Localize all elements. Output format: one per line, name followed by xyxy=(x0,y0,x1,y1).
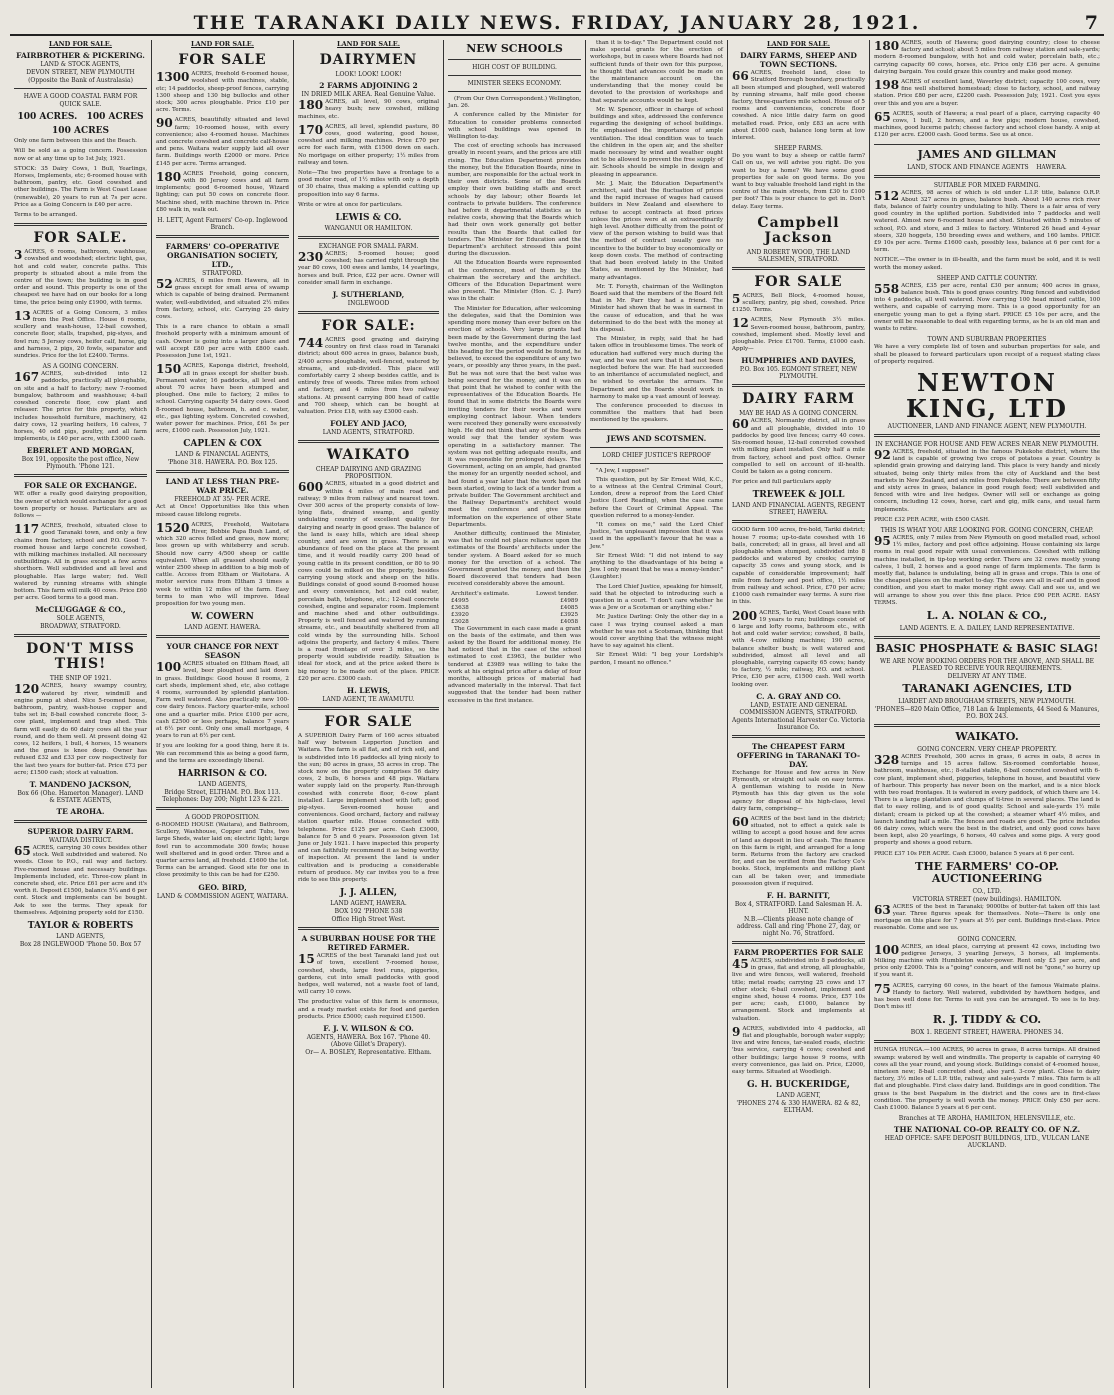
ad-body: 180 ACRES, south of Hawera; good dairying country; close to cheese factory and school; about 5 miles from railway station and sale-yards; modern 8-roomed bungalow, with hot and cold water, porcelain bath, etc.; carrying capacity 60 cows, horses, etc. Price only £36 per acre. A genuine dairying bargain. You could graze this country and make good money. 198 ACRES of excellent land, Waverley district; capacity 100 cows, very fine well sheltered homestead; close to factory, school, and railway station. Price £80 per acre, £2200 cash. Possession July, 1921. Cost you eyes over this and you are a buyer. 65 ACRES, south of Hawera; a real pearl of a place, carrying capacity 40 cows, 1 bull, 2 horses, and a few pigs; modern house, cowshed, machines, good lucerne patch; cheese factory and school close handy. A snip at £120 per acre. £2000 cash. Good terms. See us at once. xyxy=(874,40,1100,139)
divider xyxy=(874,724,1100,727)
ad-body: 744 ACRES good grazing and dairying country on first class road in Taranaki district; about 600 acres in grass, balance bush, 2/400 acres ploughable, well-fenced, watered by streams, and sub-divided. This place will comfortably carry 2 sheep besides cattle, and is entirely free of weeds. Three miles from school and factory, and 4 miles from two railway stations. At present carrying 800 head of cattle and 700 sheep, which can be bought at valuation. Price £18, with say £3000 cash. xyxy=(298,336,439,416)
divider xyxy=(732,384,865,387)
ad-title: BASIC PHOSPHATE & BASIC SLAG! xyxy=(875,641,1099,655)
divider xyxy=(590,447,723,448)
agent-name: FAIRBROTHER & PICKERING. xyxy=(16,51,145,61)
table-header: Lowest tender. xyxy=(536,590,578,597)
ad-body: 95 ACRES, only 7 miles from New Plymouth on good metalled road, school 1½ miles, factory and post office adjoining. House containing six large rooms in real good repair with usual conveniences. Cowshed with milking machine installed, in tip-top working order. There are 32 cows mostly young calves, 1 bull, 2 horses and a good range of farm implements. The farm is mostly flat, balance is undulating, being all in grass and crops. This is one of the cheapest places on the market to-day. The cows are all in-calf and in good condition, and you start to make money right away. Call and see us, and we will arrange to show you over this fine place. Price £90 PER ACRE. EASY TERMS. xyxy=(874,533,1100,606)
agent-address: P.O. Box 105. EGMONT STREET, NEW PLYMOUTH. xyxy=(739,366,858,381)
ad-body: 512 ACRES, 98 acres of which is old under L.I.P. title, balance O.R.P. About 327 acres in grass, balance bush. About 140 acres rich river flats, balance of fairly country undulating to hilly. There is a fair area of very good country in the uplifted portion. Subdivided into 7 paddocks and well watered. Almost new 6-roomed house and shed. Situated within 5 minutes of school, P.O. and store, and 3 miles to factory. Wintered 26 head and 4-year steers, 320 hoggets, 150 breeding ewes and wethers, and 160 lambs. PRICE £9 10s per acre. Terms £1600 cash, possibly less, balance at 6 per cent for a term. NOTICE.—The owner is in ill-health, and the farm must be sold, and it is well worth the money asked. xyxy=(874,188,1100,271)
acreage-line: 100 ACRES xyxy=(52,126,109,137)
agent-name: L. A. NOLAN & CO., xyxy=(926,608,1048,622)
ad-title: WAIKATO xyxy=(326,447,411,464)
ad-title: FOR SALE xyxy=(754,273,843,290)
divider xyxy=(14,223,147,226)
divider xyxy=(732,735,865,738)
divider xyxy=(156,470,289,473)
ad-body: 3 ACRES, 6 rooms, bathroom, washhouse, cowshed and woodshed; electric light, gas, hot and cold water, concrete paths. This property is situated about a mile from the centre of the town; the building is in good order and sound. This property is one of the cheapest we have had on our books for a long time, the price being only £1900, with terms. 13 ACRES of a Going Concern, 3 miles from the Post Office. House 6 rooms, scullery and wash-house, 12-bail cowshed, concrete floor, stalls, trapshed, pig-styes, and fowl run; 5 Jersey cows, heifer calf, horse, gig and harness, 2 pigs, 20 fowls, separator and sundries. Price for the lot £2400. Terms. xyxy=(14,248,147,360)
table-row: £3638 £4085 xyxy=(451,604,578,611)
agent-address: HEAD OFFICE: SAFE DEPOSIT BUILDINGS, LTD., VULCAN LANE AUCKLAND. xyxy=(884,1135,1090,1150)
ad-subheading: SUITABLE FOR MIXED FARMING. xyxy=(933,181,1041,189)
agent-note: (Opposite the Bank of Australasia) xyxy=(28,77,133,85)
ad-body: 100 ACRES situated on Eltham Road, all level, beer ploughed and laid down in grass. Buildings: Good house 8 rooms, 2 cart sheds, implement shed, etc, also cottage 4 rooms, surrounded by splendid plantation. Farm well watered. Also practically new 100-cow dairy fences. Factory quarter-mile, school one and a quarter mile. Price £100 per acre, cash £2500 or less perhaps, balance 7 years at 6½ per cent. Only one small mortgage, 4 years to run at 6½ per cent. If you are looking for a good thing, here it is. We can recommend this as being a good farm, and the terms are exceedingly liberal. xyxy=(156,660,289,764)
ad-title: FOR SALE: xyxy=(321,318,416,335)
ad-title: DON'T MISS THIS! xyxy=(26,641,135,673)
column-6 xyxy=(728,40,870,1388)
divider xyxy=(732,941,865,944)
ad-title: FOR SALE OR EXCHANGE. xyxy=(24,481,137,491)
agent-name: TARANAKI AGENCIES, LTD xyxy=(902,681,1072,695)
ad-body: A SUPERIOR Dairy Farm of 160 acres situated half way between Lepperton Junction and Waitara. The farm is all flat, and of rich soil, and is subdivided into 16 paddocks all lying nicely to the sun; 80 acres in grass, 55 acres in crop. The stock now on the property comprises 56 dairy cows, 2 bulls, 6 horses and 48 pigs. Waitara water supply laid on the property. Run-through cowshed with concrete floor, 6-cow plant installed. Large implement shed with loft; good pig-styes. Seven-roomed house and conveniences. Good orchard, factory and railway station quarter mile. House connected with telephone. Price £125 per acre. Cash £3000, balance for 5 and 6 years. Possession given 1st June or July 1921. I have inspected this property and can faithfully recommend it as being worthy of inspection. At present the land is under cultivation and is producing a considerable return of produce. My car invites you to a free ride to see this property. xyxy=(298,732,439,884)
agent-address: LAND AND FINANCIAL AGENTS, REGENT STREET, HAWERA. xyxy=(732,502,865,517)
agent-address: LAND AGENT, TE AWAMUTU. xyxy=(322,695,415,703)
ad-title: DAIRY FARM xyxy=(742,391,855,408)
agent-address: 'PHONES 274 & 330 HAWERA. 82 & 82, ELTHAM. xyxy=(736,1100,861,1115)
ad-subheading: CHEAP DAIRYING AND GRAZING PROPOSITION. xyxy=(315,466,422,481)
agent-name: CAPLEN & COX xyxy=(183,439,262,450)
agent-address: DEVON STREET, NEW PLYMOUTH xyxy=(26,69,135,77)
divider xyxy=(874,434,1100,437)
divider xyxy=(448,75,581,76)
ad-body: HUNGA HUNGA.—100 ACRES, 90 acres in grass, 8 acres turnips. All drained swamp: watered by well and windmills. The property is capable of carrying 40 cows all the year round, and young stock. Buildings consist of 4-roomed house, nineteen new; 8-bail concreted shed, also yard. 3-cow plant. Close to dairy factory, 3½ miles of L.I.P. title, railway and sale-yards 7 miles. This farm is all flat and ploughable. First class dairy land. Buildings are in good condition. The grass is the best Paspalum in the district and the cows are in first-class condition. The property is well worth the money. PRICE Only £50 per acre. Cash £1000. Balance 5 years at 6 per cent. xyxy=(874,1047,1100,1112)
ad-title: FOR SALE xyxy=(324,713,413,730)
divider xyxy=(874,175,1100,178)
ad-body: 92 ACRES, freehold, situated in the famous Pukekohe district, where the land is capable of growing two crops of potatoes a year. Country is splendid grain growing and dairying land. This place is very handy and nicely situated, being only thirty miles from the city of Auckland and the best markets in New Zealand, and six miles from Pukekohe. There are between fifty and sixty acres in grass, balance in good rough feed; well subdivided and fenced with wire and live hedges. Owner will sell or exchange as going concern, including 12 cows, horse, cart and gig, milk cans, and usual farm implements. PRICE £32 PER ACRE, with £500 CASH. xyxy=(874,447,1100,523)
ad-body: 120 ACRES, heavy swampy country, watered by river, windmill and engine pump at shed. Nice 5-roomed house, bathroom, pantry, wash-house copper and tubs set in; 8-bail cowshed concrete floor, 3-cow plant, implement and trap shed. This farm will easily do 60 dairy cows all the year round, and do them well. At present doing 42 cows, 12 heifers, 1 bull, 4 horses, 15 weaners and the grass is knee deep. Owner has refused £32 and £33 per cow respectively for the last two years for butter-fat. Price £73 per acre; £1500 cash; stock at valuation. xyxy=(14,682,147,776)
agent-name: THE FARMERS' CO-OP. AUCTIONEERING xyxy=(915,859,1059,885)
agent-address: Box 66 (Ohe. Hamerton Manager). LAND & ESTATE AGENTS, xyxy=(17,790,144,804)
agent-name: HARRISON & CO. xyxy=(177,769,268,780)
ad-body: Only one farm between this and the Beach. Will be sold as a going concern. Possession now or at any time up to 1st July, 1921. STOCK: 35 Dairy Cows, 1 Bull, Yearlings, Horses, Implements, etc; 6-roomed house with bathroom, pantry, etc. Good cowshed and other buildings. The Farm is West Coast Lease (renewable), 20 years to run at 7s per acre. Price as a Going Concern is £40 per acre. Terms to be arranged. xyxy=(14,138,147,219)
ad-body: 1300 ACRES, freehold 6-roomed house, woolshed with machines, stable, etc; 14 paddocks, sheep-proof fences, carrying 1300 sheep and 130 big bullocks and other stock; 300 acres ploughable. Price £10 per acre. Terms. 90 ACRES, beautifully situated and level farm; 10-roomed house, with every convenience; also 4-roomed house. Machines and concrete cowshed and concrete calf-house and pens. Waitara water supply laid all over farm. Buildings worth £2000 or more. Price £145 per acre. Terms arranged. 180 ACRES Freehold, going concern, with 80 Jersey cows and all farm implements; good 6-roomed house, Wizard lighting; can put 50 cows on concrete floor. Machine shed, with machine thrown in. Price £80 walk in, walk out. xyxy=(156,70,289,213)
column-5 xyxy=(586,40,728,1388)
agent-address: Bridge Street, ELTHAM. P.O. Box 113. Telephones: Day 200; Night 123 & 221. xyxy=(162,789,283,804)
ad-subheading: A GOOD PROPOSITION. xyxy=(185,814,260,822)
column-heading: LAND FOR SALE. xyxy=(337,40,400,48)
agent-note: N.B.—Clients please note change of address. Call and ring 'Phone 27, day, or night No. 76, Stratford. xyxy=(736,916,861,938)
ad-title: YOUR CHANCE FOR NEXT SEASON xyxy=(166,642,279,661)
agent-name: T. MANDENO JACKSON, xyxy=(29,780,132,789)
ad-body: 180 ACRES, all level, 90 cows, original heavy bush; new cowshed, milking machines, etc. 170 ACRES, all level, splendid pasture, 80 cows, good watering, good house, cowshed and milking machines. Price £70 per acre for each farm, with £1500 down on each. No mortgage on either property; 1½ miles from railway and town. Note—The two properties have a frontage to a good motor road, of 1½ miles with only a depth of 30 chains, thus making a splendid cutting up proposition into say 6 farms. Write or wire at once for particulars. xyxy=(298,98,439,208)
divider xyxy=(448,59,581,60)
divider xyxy=(298,927,439,930)
agent-name: H. LEWIS, xyxy=(347,685,390,695)
ad-body: 5 ACRES, Bell Block, 4-roomed house, scullery, pantry, pig shed, cowshed. Price £1250. Terms. 12 ACRES, New Plymouth 3½ miles. Seven-roomed house, bathroom, pantry, cowshed, implement shed. Mostly level and ploughable. Price £1700. Terms, £1000 cash. Apply— xyxy=(732,291,865,353)
column-2 xyxy=(152,40,294,1388)
agent-address: LAND AGENTS, STRATFORD. xyxy=(322,429,415,437)
agent-address: Box 28 INGLEWOOD 'Phone 50. Box 57 xyxy=(19,941,142,949)
estimate-table xyxy=(448,591,581,626)
divider xyxy=(14,474,147,477)
agent-phone: BOX 192 'PHONE 538 xyxy=(334,908,403,916)
divider xyxy=(156,235,289,238)
agent-office: Office High Street West. xyxy=(331,916,406,924)
ad-subheading: SHEEP FARMS. xyxy=(774,145,823,153)
agent-subtitle: LAND AGENTS, xyxy=(56,933,105,941)
divider xyxy=(14,820,147,823)
ad-headline: QUICK SALE. xyxy=(59,101,102,109)
article-body: than it is to-day." The Department could not make special grants for the erection of workshops, but in cases where Boards had not sufficient funds of their own for this purpose, he thought that advances could be made on the maintenance account on the understanding that the money could be devoted to the provision of workshops and that separate accounts would be kept. Mr. W. Spencer, officer in charge of school buildings and sites, addressed the conference regarding the designing of school buildings. He emphasised the importance of ample ventilation. The ideal condition was to teach the children in the open air, and the shelter made necessary by wind and weather ought not to be allowed to prevent the free supply of air. Schools should be simple in design and pleasing in appearance. Mr. J. Mair, the Education Department's architect, said that the fluctuation of prices and the rapid increase of wages had caused builders in New Zealand and elsewhere to refuse to accept contracts at fixed prices unless the prices were at an extraordinarily high level. Another difficulty from the point of view of the person wishing to build was that the method of contract usually gave no incentive to the builder to buy economically or keep down costs. The method of contracting that had been evolved lately in the United States, as mentioned by the Minister, had many advantages. Mr. T. Forsyth, chairman of the Wellington Board said that the members of the Board felt that in Mr. Parr they had a friend. The Minister had shown that he was in earnest in the cause of education, and that he was determined to do the best with the money at his disposal. The Minister, in reply, said that he had taken office in troublesome times. The work of education had suffered very much during the war, and he was not sure that it had not been neglected before the war. He had succeeded to an inheritance of accumulated neglect, and he wished to overtake the arrears. The Department and the Boards should work in harmony to make up a vast amount of leeway. The conference proceeded to discuss in committee the matters that had been mentioned by the speakers. xyxy=(590,40,723,424)
agent-name: C. A. GRAY AND CO. xyxy=(756,691,841,701)
ad-body: We have a very complete list of town and suburban properties for sale, and shall be pleased to forward particulars upon receipt of a request stating class of property required. xyxy=(874,344,1100,365)
ad-body: 66 ACRES, freehold land, close to Stratford Borough boundary, practically all been stumped and ploughed, well watered by running streams, half mile good cheese factory, three-quarters mile school. House of 5 rooms and conveniences, concrete floor cowshed. A nice little dairy farm on good metalled road. Price, only £83 an acre with about £1000 cash, balance long term at low interest. xyxy=(732,69,865,142)
agent-name: LEWIS & CO. xyxy=(335,213,402,224)
table-header: Architect's estimate. xyxy=(451,590,510,597)
agent-address: Box 4, STRATFORD. Land Salesman H. A. HUNT. xyxy=(734,901,863,916)
ad-body: 45 ACRES, subdivided into 8 paddocks, all in grass, flat and strong, all ploughable, live and wire fences, well watered, freehold title; metal roads; carrying 25 cows and 17 other stock; 6-bail cowshed, implement and engine shed, house 4 rooms. Price, £57 10s per acre; cash, £1000, balance by arrangement. Stock and implements at valuation. 9 ACRES, subdivided into 4 paddocks, all flat and ploughable, borough water supply; live and wire fences, tar-sealed roads, electric 'bus service, carrying 4 cows; cowshed and other buildings; large house 9 rooms, with every convenience, gas laid on. Price, £2000, easy terms. Situated at Woodleigh. xyxy=(732,957,865,1076)
agent-name: J. J. ALLEN, xyxy=(340,888,397,899)
agent-address: VICTORIA STREET (new buildings). HAMILTON. xyxy=(912,895,1062,903)
ad-body: 6-ROOMED HOUSE (Waitara), and Bathroom, Scullery, Washhouse, Copper and Tubs, two large Sheds, water laid on; electric light; large fowl run to accommodate 300 fowls; house well sheltered and in good order. Three and a quarter acres land, all freehold. £1600 the lot. Terms can be arranged. Good site for one in close proximity to this can be had for £250. xyxy=(156,822,289,879)
ad-body: 558 ACRES, £35 per acre, rental £30 per annum; 400 acres in grass, balance bush. This is good grass country. Ring fenced and subdivided into 4 paddocks, all well watered. Now carrying 100 head mixed cattle, 100 wethers, and capable of carrying more. This is a good opportunity for an energetic young man to get a flying start. PRICE £5 10s per acre, and the owner will be reasonable to deal with regarding terms, as he is an old man and wants to retire. xyxy=(874,281,1100,333)
ad-subheading: DELIVERY AT ANY TIME. xyxy=(947,672,1027,680)
acreage-line: 100 ACRES. 100 ACRES xyxy=(17,112,144,123)
ad-body: GOOD farm 100 acres, fre-hold, Tariki district; house 7 rooms; up-to-date cowshed with 16 bails, concreted; all in grass, all level and all ploughable when stumped, subdivided into 8 paddocks and watered by creeks; carrying capacity 35 cows and young stock, and is capable of considerable improvement; half mile from factory and post office, 1½ miles from railway and school. Price, £70 per acre; £1000 cash remainder easy terms. A sure rise in this. 200 ACRES, Tariki, West Coast lease with 19 years to run; buildings consist of 6 large and lofty rooms, bathroom etc., with hot and cold water service; cowshed, 8 bails, with 4-cow milking machine; 190 acres, balance shelter bush; is well watered and subdivided, almost all level and all ploughable, carrying capacity 65 cows; handy to factory, ½ mile; railway, P.O. and school. Price, £30 per acre, £1500 cash. Well worth looking over. xyxy=(732,527,865,688)
divider xyxy=(298,440,439,443)
masthead xyxy=(10,12,1104,36)
agent-name: F. J. V. WILSON & CO. xyxy=(323,1024,414,1034)
table-row: £4995 £4989 xyxy=(451,597,578,604)
ad-subheading: TOWN AND SUBURBAN PROPERTIES xyxy=(927,336,1047,344)
article-subtitle: HIGH COST OF BUILDING. xyxy=(472,64,557,71)
ad-subheading: THE SNIP OF 1921. xyxy=(49,675,112,683)
column-3 xyxy=(294,40,444,1388)
divider xyxy=(448,91,581,92)
ad-body: 15 ACRES of the best Taranaki land just out of town, excellent 7-roomed house, cowshed, sheds, large fowl runs, piggeries, gardens, cut into small paddocks with good hedges, well watered, not a waste foot of land, will carry 10 cows. The productive value of this farm is enormous, and a ready market exists for food and garden products. Price £5000; cash required £1500. xyxy=(298,952,439,1020)
column-7 xyxy=(870,40,1104,1388)
ad-body: Do you want to buy a sheep or cattle farm? Call on us, we will advise you right. Do you want to buy a home? We have some good properties for sale on good terms. Do you want to buy valuable freehold land right in the centre of the main streets, from £30 to £100 per foot? This is your chance to get in. Don't delay. Easy terms. xyxy=(732,153,865,210)
ad-subheading: LOOK! LOOK! LOOK! xyxy=(335,71,402,79)
agent-note: Agents International Harvester Co. Victoria Insurance Co. xyxy=(732,716,865,731)
divider xyxy=(590,463,723,464)
column-4 xyxy=(444,40,586,1388)
ad-body: 167 ACRES, sub-divided into 12 paddocks, practically all ploughable, on site and a half to factory; new 7-roomed bungalow, bathroom and washhouse; 4-bail cowshed concrete floor, cow plant and releaser. The price for this property, which includes household furniture, machinery, 42 dairy cows, 12 yearling heifers, 16 calves, 7 horses, 40 odd pigs, poultry, and all farm implements, is £40 per acre, with £3000 cash. xyxy=(14,370,147,443)
agent-name: F. H. BARNITT, xyxy=(766,891,831,901)
agent-subtitle: SOLE AGENTS, xyxy=(56,615,105,623)
ad-body: 100 ACRES, an ideal place, carrying at present 42 cows, including two pedigree Jerseys, 3 yearling Jerseys, 3 horses, all implements. Milking machine with Humbleton water-power. Rent only £3 per acre, and price only £2000. This is a "going" concern, and will not be "gone," so hurry up if you want it. 75 ACRES, carrying 60 cows, in the heart of the famous Waimate plains. Handy to factory. Well watered, subdivided by hawthorn hedges, and has been well done for. Terms to suit you can be arranged. To see is to buy. Don't miss it! xyxy=(874,942,1100,1011)
page-number: 7 xyxy=(1084,12,1098,34)
ad-subheading: AS A GOING CONCERN. xyxy=(42,363,119,371)
divider xyxy=(14,88,147,89)
ad-subheading: IN DRIED MILK AREA. Real Genuine Value. xyxy=(301,91,436,99)
ad-body: WE offer a really good dairying proposition, the owner of which would exchange for a good town property or house. Particulars are as follows — 117 ACRES, freehold, situated close to good Taranaki town, and only a few chains from factory, school and P.O. Good 7-roomed house and large concrete cowshed, with milking machines installed. All necessary outbuildings. All in grass except a few acres shorthorn. Well subdivided and all level and ploughable. Has large water; fed. Well watered by running streams with shingle bottom. This farm will milk 40 cows. Price £60 per acre. Good terms to a good man. xyxy=(14,491,147,602)
agent-address: 'Phone 318. HAWERA. P.O. Box 125. xyxy=(167,459,278,467)
agent-address: WANGANUI OR HAMILTON. xyxy=(324,225,413,233)
ad-subheading: EXCHANGE FOR SMALL FARM. xyxy=(318,243,419,251)
ad-subheading: SHEEP AND CATTLE COUNTRY. xyxy=(936,274,1038,282)
agent-address: AGENTS, HAWERA. Box 167. 'Phone 40. (Above Gillet's Drapery). xyxy=(306,1034,431,1049)
agent-subtitle: CO., LTD. xyxy=(972,887,1002,895)
divider xyxy=(874,144,1100,145)
divider xyxy=(874,636,1100,639)
divider xyxy=(14,634,147,637)
column-heading: LAND FOR SALE. xyxy=(49,40,112,48)
agent-name: HUMPHRIES AND DAVIES, xyxy=(741,356,856,366)
agent-name: FARMERS' CO-OPERATIVE ORGANISATION SOCIETY, LTD., xyxy=(165,242,280,270)
column-heading: LAND FOR SALE. xyxy=(767,40,830,48)
column-1 xyxy=(10,40,152,1388)
ad-title: DAIRY FARMS, SHEEP AND TOWN SECTIONS. xyxy=(740,51,857,70)
agent-subtitle: LAND AGENTS. E. A. DAILEY, LAND REPRESENTATIVE. xyxy=(899,624,1075,632)
article-title: NEW SCHOOLS xyxy=(466,42,563,55)
ad-subheading: GOING CONCERN. xyxy=(957,935,1017,943)
agent-address: LAND AGENT, HAWERA. xyxy=(330,900,407,908)
agent-name: J. SUTHERLAND, xyxy=(332,290,405,300)
ad-title: The CHEAPEST FARM OFFERING in TARANAKI TO-DAY. xyxy=(736,741,861,769)
agent-subtitle: LAND & FINANCIAL AGENTS, xyxy=(175,451,270,459)
divider xyxy=(590,429,723,430)
columns xyxy=(10,40,1104,1388)
article-subtitle: MINISTER SEEKS ECONOMY. xyxy=(467,80,562,87)
agent-address: H. LETT, Agent Farmers' Co-op. Inglewood Branch. xyxy=(157,217,288,232)
article-title: JEWS AND SCOTSMEN. xyxy=(606,433,707,443)
ad-title: LAND AT LESS THAN PRE-WAR PRICE. xyxy=(165,477,280,496)
article-body: (From Our Own Correspondent.) Wellington, Jan. 26. A conference called by the Minister for Education to consider problems connected with school buildings was opened in Wellington to-day. The cost of erecting schools has increased greatly in recent years, and the prices are still rising. The Education Department provides the money, but the Education Boards, nine in number, are responsible for the actual work in their own districts. Some of the Boards employ their own building staffs and erect schools by day labour; other Boards let contracts to private builders. The conference had before it departmental statistics as to relative costs, showing that the Boards which had their own work generally got better results than the Boards that called for tenders. The Minister for Education and the Department's architect stressed this point during the discussion. All the Education Boards were represented at the conference, most of them by the chairman the secretary and the architect. Officers of the Education Department were also present. The Minister (Hon. C. J. Parr) was in the chair. The Minister for Education, after welcoming the delegates, said that the Dominion was spending more money than ever before on the erection of schools. Very large grants had been made by the Government during the last twelve months, and the expenditure under this heading for the period would be found, he believed, to exceed the expenditure of any two years, or possibly any three years, in the past. But he was not sure that the best value was being secured for the money, and it was on that point that he wished to confer with the representatives of the Education Boards. He found that in some districts the Boards were inviting tenders for their works and were employing contract labour. When tenders were received they generally were excessively high. He did not think that any of the Boards would say that the tender system was operating in a satisfactory manner. The system was not getting adequate results, and it was responsible for prolonged delays. The Government, acting on an ample, had granted the money for an urgently needed school, and had found a year later that the work had not been started, owing to lack of a tender from a private builder. The Government architect and the Railway Department's architect would meet the conference and give some information on the experience of other State Departments. Another difficulty, continued the Minister, was that he could not place reliance upon the estimates of the Boards' architects under the tender system. A Board asked for so much money for the erection of a school. The Government granted the money, and then the Board discovered that tenders had been received considerably above the amount. xyxy=(448,96,581,588)
ad-body: 60 ACRES, Normanby district, all in grass and all ploughable, divided into 10 paddocks by good live fences; carry 40 cows. Six-roomed house, 12-bail concreted cowshed with milking plant installed. Only half a mile from factory, school and post office. Owner compelled to sell on account of ill-health. Could be taken as a going concern. For price and full particulars apply xyxy=(732,417,865,486)
column-heading: LAND FOR SALE. xyxy=(191,40,254,48)
agent-subtitle: AUCTIONEER, LAND AND FINANCE AGENT, NEW PLYMOUTH. xyxy=(887,422,1087,430)
divider xyxy=(156,635,289,638)
ad-body: 230 ACRES; 5-roomed house; good cowshed; has carried right through the year 80 cows, 100 ewes and lambs, 14 yearlings, horses and bull. Price, £22 per acre. Owner will consider small farm in exchange. xyxy=(298,250,439,286)
ad-body: 600 ACRES, situated in a good district and within 4 miles of main road and railway; 9 miles from railway and nearest town. Over 300 acres of the property consists of low-lying flats, drained swamp, and gently undulating country of excellent quality for dairying and nearly in good grass. The balance of the land is easy hills, which are ideal sheep country, and are sown in grass. There is an abundance of feed on the place at the present time, and it would readily carry 200 head of young cattle in its present condition, or 80 to 90 cows could be milked on the property, besides carrying young stock and sheep on the hills. Buildings consist of good sound 8-roomed house and every convenience, hot and cold water, porcelain bath, telephone, etc.; 12-bail concrete cowshed, engine and separator room. Implement and machine shed and other outbuildings. Property is well fenced and watered by running streams, etc., and beautifully sheltered from all cold winds by the surrounding hills. School adjoins the property, and factory 4 miles. There is a road frontage of over 3 miles, so the property would subdivide readily. Situation is ideal for stock, and at the price asked there is big money to be made out of the place. PRICE £20 per acre. £3000 cash. xyxy=(298,480,439,682)
ad-title: DAIRYMEN xyxy=(319,52,418,69)
divider xyxy=(874,1040,1100,1043)
agent-town: TE AROHA. xyxy=(56,807,105,816)
divider xyxy=(156,807,289,810)
article-subtitle: LORD CHIEF JUSTICE'S REPROOF xyxy=(602,451,711,459)
ad-body: 65 ACRES, carrying 30 cows besides other stock. Well subdivided and watered. No weeds. Close to P.O., rail way and factory. Five-roomed house and necessary buildings. Implements included, etc. Three-cow plant in concrete shed, etc. Price £61 per acre and it's worth it. Deposit £1500, balance 5¼ and 6 per cent. Stock and implements can be bought. Ask to see the terms. They speak for themselves. Adjoining property sold for £150. xyxy=(14,844,147,916)
ad-headline: HAVE A GOOD COASTAL FARM FOR xyxy=(23,93,138,101)
divider xyxy=(298,311,439,314)
divider xyxy=(298,236,439,239)
ad-body: 52 ACRES, 6 miles from Hawera, all in grass except for small area of swamp which is capable of being drained. Permanent water, well-subdivided, and situated 2½ miles from factory, school, etc. Carrying 25 dairy cows. This is a rare chance to obtain a small freehold property with a minimum amount of cash. Owner is going into a larger place and will accept £80 per acre with £800 cash. Possession June 1st, 1921. 150 ACRES, Kaponga district, freehold, all in grass except for shelter bush. Permanent water, 16 paddocks, all level and about 70 acres have been stumped and ploughed. One mile to factory, 2 miles to school. Carrying capacity 54 dairy cows. Good 8-roomed house, bathroom, h. and c. water, etc., gas lighting system. Concreted cowshed, water power for machines. Price, £61 5s per acre, £1000 cash. Possession July, 1921. xyxy=(156,277,289,435)
agent-name: Campbell Jackson xyxy=(757,214,840,246)
agent-town: STRATFORD. xyxy=(202,270,243,278)
agent-phone: 'PHONES—820 Main Office, 718 Lan & Implements, 44 Seed & Manures, P.O. BOX 243. xyxy=(874,705,1100,720)
agent-address: AND ROBERT WOOD, THE LAND SALESMEN, STRATFORD. xyxy=(746,248,851,263)
agent-address: LAND AGENT. HAWERA. xyxy=(184,624,261,632)
ad-subheading: IN EXCHANGE FOR HOUSE AND FEW ACRES NEAR NEW PLYMOUTH. xyxy=(875,440,1099,448)
agent-subtitle: LAND & STOCK AGENTS, xyxy=(40,61,121,69)
ad-title: SUPERIOR DAIRY FARM. xyxy=(27,827,134,836)
agent-name: EBERLET AND MORGAN, xyxy=(26,446,135,456)
agent-name: FOLEY AND JACO, xyxy=(330,419,407,429)
agent-representative: Or— A. BOSLEY, Representative. Eltham. xyxy=(305,1049,432,1057)
ad-subheading: WAITARA DISTRICT. xyxy=(48,837,113,844)
ad-title: FOR SALE. xyxy=(33,230,128,247)
ad-body: 328 ACRES Freehold, 300 acres in grass, 6 acres in oats, 8 acres in turnips and 15 acres fallow. Six-roomed comfortable house, bathroom, washhouse, etc.; 8-stalled stable, 6-bail concreted cowshed with 6-cow plant, implement shed, piggeries, telephone in house, and beautiful view of harbour. This property has never been on the market, and is a nice block with two road frontages. It is watered in every paddock, of which there are 14. There is a large plantation and clumps of ti-tree in several places. The land is flat to easy rolling, and is of good quality. School and sale-yards 1½ mile distant; cream is picked up at the cowshed; a steamer wharf 4½ miles, and launch landing half a mile. The fences and roads are good. The price includes 66 dairy cows, which were the best in the district, and only good cows have been kept, also 20 yearlings, 6 horses, 40 calves and some pigs. A very good property and shows a good return. PRICE £37 10s PER ACRE. Cash £3000, balance 5 years at 6 per cent. xyxy=(874,752,1100,857)
agent-name: GEO. BIRD, xyxy=(198,882,247,892)
ad-subheading: GOING CONCERN. VERY CHEAP PROPERTY. xyxy=(917,745,1057,753)
table-row: £3028 £4058 xyxy=(451,618,578,625)
ad-subheading: FREEHOLD AT 35/- PER ACRE. xyxy=(174,496,271,504)
divider xyxy=(732,520,865,523)
ad-body: Exchange for House and few acres in New Plymouth, or straight out sale on easy terms. A gentleman wishing to reside in New Plymouth has this day given us the sole agency for disposal of his high-class, level dairy farm, comprising— 60 ACRES of the best land in the district; situated, not to effect a quick sale is willing to accept a good house and few acres of land as deposit in lieu of cash. The finance on this farm is right, and arranged for a long term. Returns from the factory are cracked for, and can be verified from the Factory Co's books. Stock, implements and milking plant can all be taken over, and immediate possession given if required. xyxy=(732,769,865,887)
newspaper-title: THE TARANAKI DAILY NEWS. FRIDAY, JANUARY 28, 1921. xyxy=(193,12,921,34)
ad-body: Act at Once! Opportunities like this when missed cause lifelong regrets. 1520 ACRES, Freehold, Waitotara River, Bobbie Papa Bush Land, of which 320 acres felled and grass, now more; less grown up with whiteberry and scrub. Should now carry 4/500 sheep or cattle equivalent. When all grassed should easily winter 2500 sheep in addition to a big mob of cattle. Access from Eltham or Waitotara. A motor service runs from Eltham 3 times a week to within 12 miles of the farm. Easy terms to man who will improve. Ideal proposition for two young men. xyxy=(156,504,289,607)
divider xyxy=(298,707,439,710)
agent-subtitle: LAND, STOCK AND FINANCE AGENTS HAWERA. xyxy=(907,163,1067,171)
agent-subtitle: LAND AGENTS, xyxy=(198,781,247,789)
table-row: £3920 £3925 xyxy=(451,611,578,618)
ad-title: WAIKATO. xyxy=(955,729,1019,743)
agent-name: NEWTON KING, LTD xyxy=(906,367,1068,423)
ad-body: 63 ACRES of the best in Taranaki; 9000lbs of butter-fat taken off this last year. Three figures speak for themselves. Note—There is only one mortgage on this place for 7 years at 5½ per cent. Buildings first-class. Price reasonable. Come and see us. xyxy=(874,902,1100,932)
ad-subheading: THIS IS WHAT YOU ARE LOOKING FOR. GOING CONCERN, CHEAP. xyxy=(880,526,1094,534)
ad-subheading: 2 FARMS ADJOINING 2 xyxy=(319,81,418,91)
agent-address: BROADWAY, STRATFORD. xyxy=(40,623,121,631)
ad-title: A SUBURBAN HOUSE FOR THE RETIRED FARMER. xyxy=(301,934,436,953)
agent-address: BOX 1. REGENT STREET, HAWERA. PHONES 34. xyxy=(910,1029,1064,1037)
agent-subtitle: LAND, ESTATE AND GENERAL COMMISSION AGENTS, STRATFORD. xyxy=(739,701,858,716)
ad-subheading: MAY BE HAD AS A GOING CONCERN. xyxy=(739,410,858,418)
agent-address: Box 191, opposite the post office, New Plymouth. 'Phone 121. xyxy=(21,456,140,471)
agent-name: TAYLOR & ROBERTS xyxy=(27,921,134,932)
agent-name: McCLUGGAGE & CO., xyxy=(35,605,126,615)
agent-name: W. COWERN xyxy=(191,612,254,623)
ad-title: FOR SALE xyxy=(178,52,267,69)
agent-name: JAMES AND GILLMAN xyxy=(917,147,1057,161)
agent-town: INGLEWOOD xyxy=(347,300,390,308)
agent-subtitle: LAND AGENT, xyxy=(776,1092,821,1100)
ad-title: FARM PROPERTIES FOR SALE xyxy=(733,948,864,958)
article-body: "A Jew, I suppose!" This question, put by Sir Ernest Wild, K.C., to a witness at the Central Criminal Court, London, drew a reproof from the Lord Chief Justice (Lord Reading), when the case came before the Court of Criminal Appeal. The question referred to a money-lender. "It comes on me," said the Lord Chief Justice, "an unpleasant impression that it was used in the appellant's favour that he was a Jew." Sir Ernest Wild: "I did not intend to say anything to the disadvantage of his being a Jew. I only meant that he was a money-lender." (Laughter.) The Lord Chief Justice, speaking for himself, said that he objected to introducing such a question in a court. "I don't care whether he was a Jew or a Scotsman or anything else." Mr. Justice Darling: Only the other day in a case I was trying counsel asked a man whether he was not a Scotsman, thinking that would cover anything that the witness might have to say against his client. Sir Ernest Wild: "I beg your Lordship's pardon, I meant no offence." xyxy=(590,467,723,666)
agent-address: LAND & COMMISSION AGENT, WAITARA. xyxy=(156,892,289,900)
agent-branches: Branches at TE AROHA, HAMILTON, HELENSVILLE, etc. xyxy=(898,1115,1076,1123)
divider xyxy=(732,267,865,270)
ad-subheading: WE ARE NOW BOOKING ORDERS FOR THE ABOVE, AND SHALL BE PLEASED TO RECEIVE YOUR REQUIREMENTS. xyxy=(879,657,1095,672)
article-body: The Government in each case made a grant on the basis of the estimate, and then was asked by the Board for additional money. He had noticed that in the case of the school estimated to cost £3963, the builder who tendered at £3989 was willing to take the work at his original price after a delay of four months, although prices of material had advanced materially in the interval. That fact suggested that the tender had been rather excessive in the first instance. xyxy=(448,625,581,704)
agent-name: G. H. BUCKERIDGE, xyxy=(747,1080,850,1091)
agent-name: THE NATIONAL CO-OP. REALTY CO. OF N.Z. xyxy=(893,1125,1081,1135)
agent-name: TREWEEK & JOLL xyxy=(752,490,845,501)
agent-name: R. J. TIDDY & CO. xyxy=(932,1013,1042,1027)
agent-address: LIARDET AND BROUGHAM STREETS, NEW PLYMOUTH. xyxy=(898,697,1076,705)
